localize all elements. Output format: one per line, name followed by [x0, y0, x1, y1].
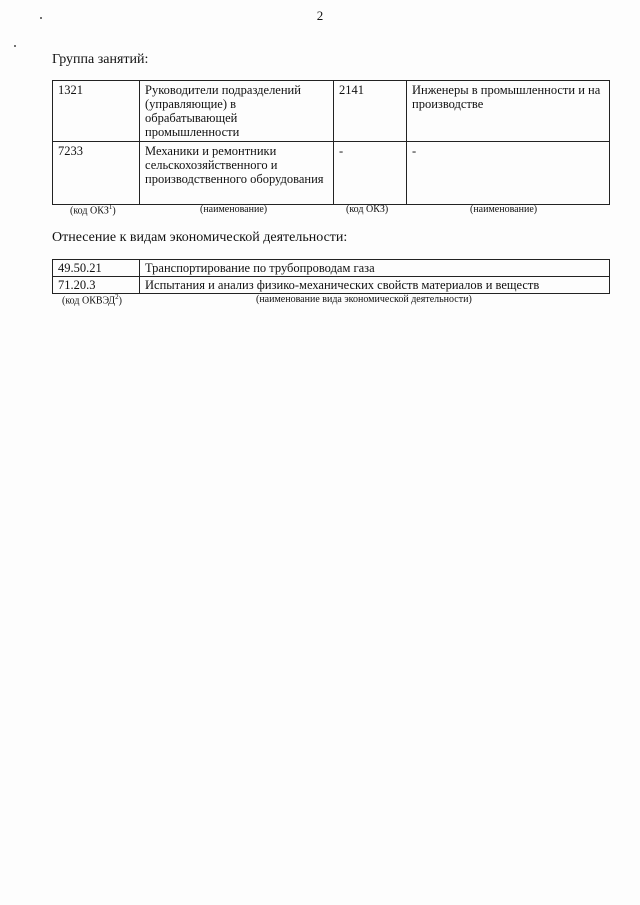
occupation-name-cell: - — [407, 142, 610, 205]
scan-speck — [14, 45, 16, 47]
table-row — [53, 277, 610, 294]
okved-code-caption: (код ОКВЭД$^2$) — [62, 293, 122, 307]
okz-code-cell: - — [334, 142, 407, 205]
okved-code-cell: 49.50.21 — [53, 260, 140, 277]
activity-name-cell: Испытания и анализ физико-механических свойств материалов и веществ — [140, 277, 610, 294]
scan-speck — [40, 17, 42, 19]
okz-code-caption-2: (код ОКЗ) — [346, 204, 389, 215]
occupation-name-cell: Механики и ремонтники сельскохозяйственного и производственного оборудования — [140, 142, 334, 205]
okz-code-cell: 1321 — [53, 81, 140, 142]
occupation-name-cell: Руководители подразделений (управляющие) в обрабатывающей промышленности — [140, 81, 334, 142]
occupation-name-caption-2: (наименование) — [470, 204, 538, 215]
okz-code-cell: 2141 — [334, 81, 407, 142]
occupation-name-cell: Инженеры в промышленности и на производстве — [407, 81, 610, 142]
okved-code-cell: 71.20.3 — [53, 277, 140, 294]
page-number: 2 — [316, 8, 324, 23]
economic-activity-table — [52, 259, 610, 294]
table-row — [53, 260, 610, 277]
activity-name-caption: (наименование вида экономической деятельности) — [256, 294, 472, 305]
okz-code-cell: 7233 — [53, 142, 140, 205]
okz-code-caption: (код ОКЗ$^1$) — [70, 203, 116, 217]
economic-activity-heading: Отнесение к видам экономической деятельности: — [52, 230, 348, 245]
occupation-group-table — [52, 80, 610, 205]
table-row — [53, 142, 610, 205]
occupation-group-heading: Группа занятий: — [52, 52, 149, 67]
activity-name-cell: Транспортирование по трубопроводам газа — [140, 260, 610, 277]
occupation-name-caption: (наименование) — [200, 204, 268, 215]
table-row — [53, 81, 610, 142]
